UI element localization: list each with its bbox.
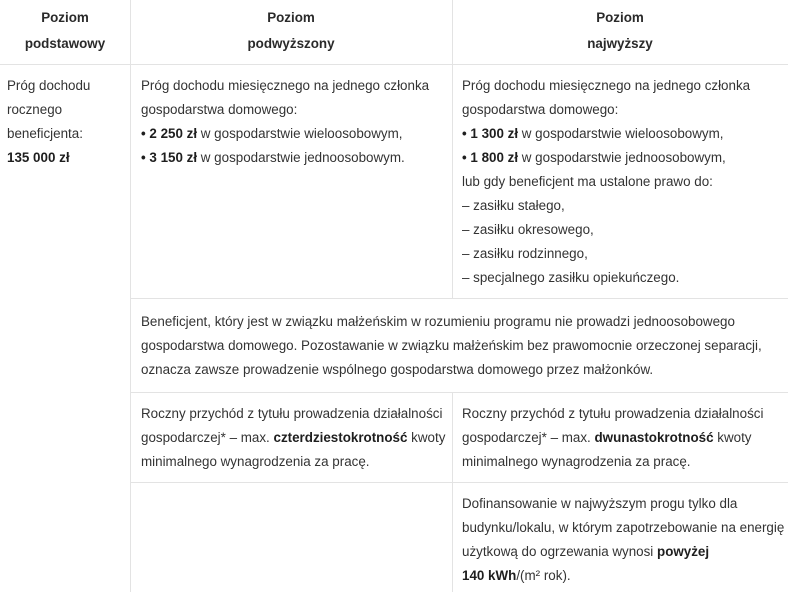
basic-threshold-line1: Próg dochodu bbox=[7, 78, 91, 93]
header-raised-line1: Poziom bbox=[267, 10, 315, 25]
header-basic-line2: podstawowy bbox=[24, 36, 106, 51]
basic-threshold-line3: beneficjenta: bbox=[7, 126, 83, 141]
highest-threshold-item-multi: • 1 300 zł w gospodarstwie wieloosobowym, bbox=[462, 126, 724, 141]
row2-divider bbox=[130, 392, 788, 393]
marriage-note-line1: Beneficjent, który jest w związku małżeńskim w rozumieniu programu nie prowadzi jednoosobowego bbox=[141, 314, 735, 329]
highest-threshold-intro-1: Próg dochodu miesięcznego na jednego członka bbox=[462, 78, 751, 93]
header-raised-line2: podwyższony bbox=[247, 36, 335, 51]
row3-divider bbox=[130, 482, 788, 483]
highest-energy-line4: 140 kWh/(m² rok). bbox=[462, 568, 571, 583]
marriage-note-line2: gospodarstwa domowego. Pozostawanie w związku małżeńskim bez prawomocnie orzeczonej separacji, bbox=[141, 338, 762, 353]
highest-benefit-item: – specjalnego zasiłku opiekuńczego. bbox=[462, 270, 680, 285]
header-highest-line2: najwyższy bbox=[587, 36, 653, 51]
highest-revenue-line2: gospodarczej* – max. dwunastokrotność kwoty bbox=[462, 430, 752, 445]
raised-threshold-intro-1: Próg dochodu miesięcznego na jednego członka bbox=[141, 78, 430, 93]
marriage-note-line3: oznacza zawsze prowadzenie wspólnego gospodarstwa domowego przez małżonków. bbox=[141, 362, 654, 377]
raised-threshold-item-multi: • 2 250 zł w gospodarstwie wieloosobowym, bbox=[141, 126, 403, 141]
raised-threshold-intro-2: gospodarstwa domowego: bbox=[141, 102, 298, 117]
row1-divider bbox=[130, 298, 788, 299]
highest-benefit-item: – zasiłku stałego, bbox=[462, 198, 565, 213]
raised-revenue-line3: minimalnego wynagrodzenia za pracę. bbox=[141, 454, 370, 469]
highest-energy-line2: budynku/lokalu, w którym zapotrzebowanie na energię bbox=[462, 520, 785, 535]
highest-threshold-condition: lub gdy beneficjent ma ustalone prawo do: bbox=[462, 174, 713, 189]
header-divider bbox=[0, 64, 788, 65]
highest-revenue-line1: Roczny przychód z tytułu prowadzenia działalności bbox=[462, 406, 764, 421]
highest-energy-line3: użytkową do ogrzewania wynosi powyżej bbox=[462, 544, 710, 559]
highest-threshold-intro-2: gospodarstwa domowego: bbox=[462, 102, 619, 117]
raised-threshold-item-single: • 3 150 zł w gospodarstwie jednoosobowym. bbox=[141, 150, 405, 165]
col1-divider bbox=[130, 0, 131, 592]
highest-benefit-item: – zasiłku okresowego, bbox=[462, 222, 594, 237]
header-highest-line1: Poziom bbox=[596, 10, 644, 25]
col2-divider-bottom bbox=[452, 392, 453, 592]
basic-threshold-amount: 135 000 zł bbox=[7, 150, 70, 165]
highest-benefit-item: – zasiłku rodzinnego, bbox=[462, 246, 588, 261]
highest-energy-line1: Dofinansowanie w najwyższym progu tylko dla bbox=[462, 496, 738, 511]
raised-revenue-line2: gospodarczej* – max. czterdziestokrotność kwoty bbox=[141, 430, 446, 445]
raised-revenue-line1: Roczny przychód z tytułu prowadzenia działalności bbox=[141, 406, 443, 421]
basic-threshold-line2: rocznego bbox=[7, 102, 63, 117]
highest-threshold-item-single: • 1 800 zł w gospodarstwie jednoosobowym, bbox=[462, 150, 726, 165]
highest-revenue-line3: minimalnego wynagrodzenia za pracę. bbox=[462, 454, 691, 469]
header-basic-line1: Poziom bbox=[41, 10, 89, 25]
